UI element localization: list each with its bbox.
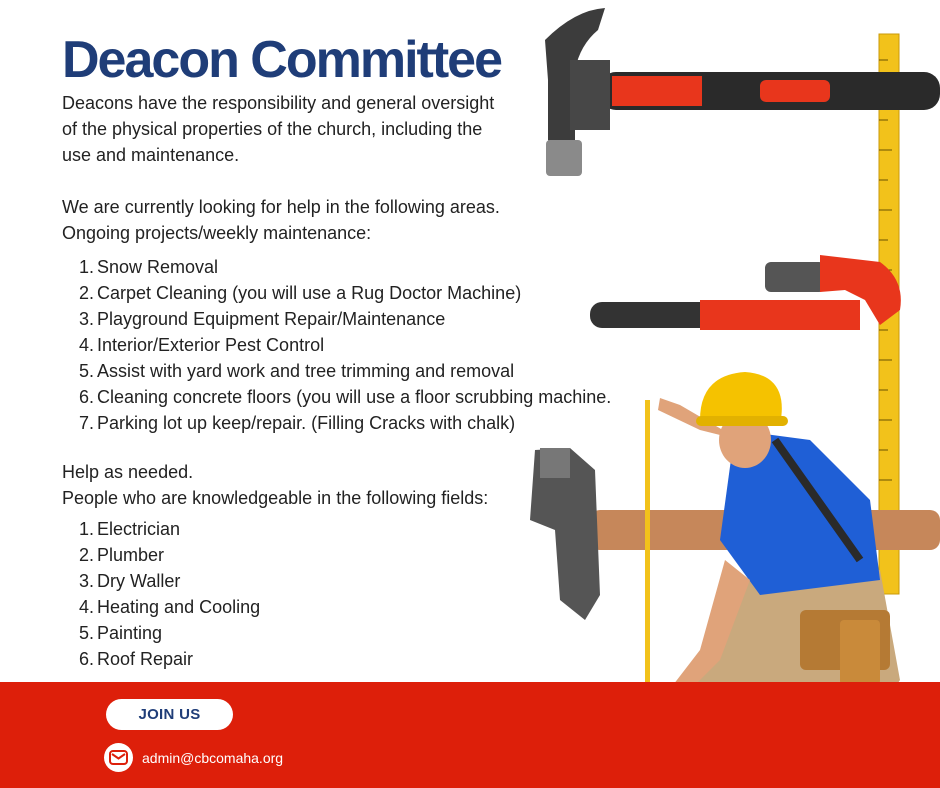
list-item: 1. Electrician xyxy=(78,519,181,539)
mail-icon xyxy=(104,743,133,772)
email-contact[interactable] xyxy=(104,743,283,772)
email-address[interactable]: admin@cbcomaha.org xyxy=(142,749,284,766)
pipe-wrench-icon xyxy=(590,255,901,330)
list-item: 4. Heating and Cooling xyxy=(78,597,261,617)
section1-line1: We are currently looking for help in the following areas. xyxy=(62,197,500,217)
tools-illustration xyxy=(520,0,940,788)
section1-line2: Ongoing projects/weekly maintenance: xyxy=(62,223,372,243)
footer-banner xyxy=(0,682,940,788)
list-item: 4. Interior/Exterior Pest Control xyxy=(78,335,325,355)
section2-line1: Help as needed. xyxy=(62,462,194,482)
join-us-button[interactable]: JOIN US xyxy=(106,699,233,730)
list-item: 5. Assist with yard work and tree trimming and removal xyxy=(78,361,515,381)
list-item: 1. Snow Removal xyxy=(78,257,219,277)
list-item: 6. Roof Repair xyxy=(78,649,194,669)
list-item: 5. Painting xyxy=(78,623,163,643)
list-item: 2. Carpet Cleaning (you will use a Rug Doctor Machine) xyxy=(78,283,522,303)
list-item: 2. Plumber xyxy=(78,545,165,565)
page-title: Deacon Committee xyxy=(62,31,501,89)
intro-text: Deacons have the responsibility and general oversight of the physical properties of the church, including the use and maintenance. xyxy=(62,93,495,165)
list-item: 3. Playground Equipment Repair/Maintenance xyxy=(78,309,446,329)
section2-line2: People who are knowledgeable in the following fields: xyxy=(62,488,489,508)
list-item: 7. Parking lot up keep/repair. (Filling Cracks with chalk) xyxy=(78,413,516,433)
list-item: 3. Dry Waller xyxy=(78,571,181,591)
tape-measure-icon xyxy=(634,400,654,726)
list-item: 6. Cleaning concrete floors (you will use a floor scrubbing machine. xyxy=(78,387,612,407)
skills-list xyxy=(74,516,260,672)
